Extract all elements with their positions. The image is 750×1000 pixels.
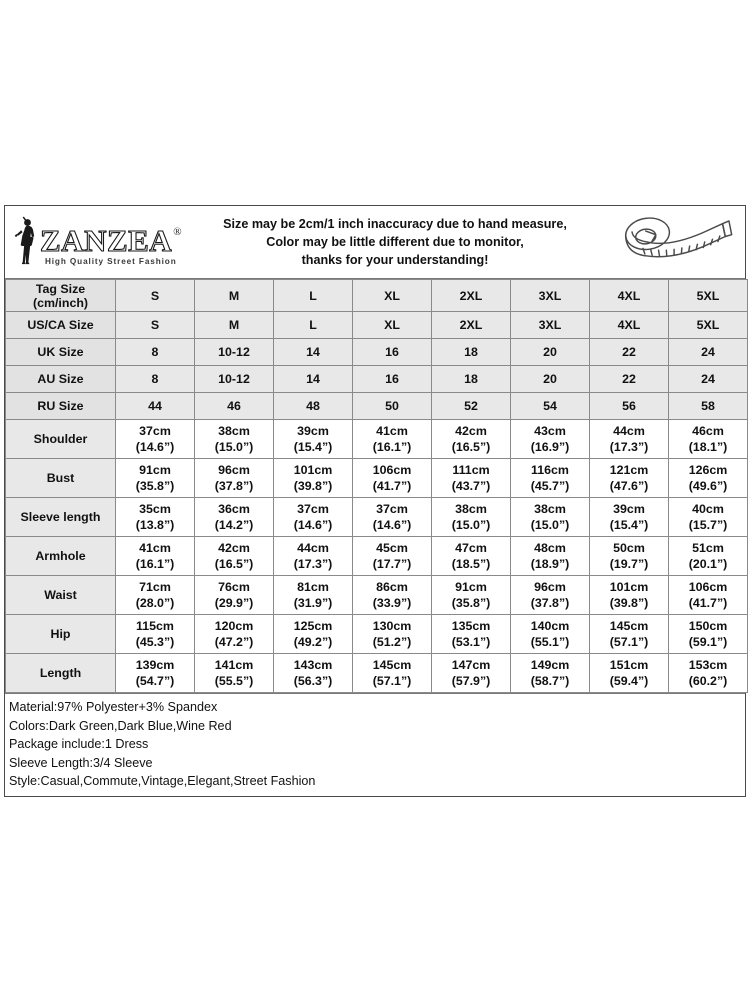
- cell-inch: (39.8”): [293, 479, 333, 493]
- cell-cm: 151cm: [609, 658, 649, 672]
- table-row-waist: [6, 576, 748, 615]
- cell-inch: (59.4”): [609, 674, 649, 688]
- table-cell: 58: [669, 393, 748, 420]
- cell-inch: (31.9”): [293, 596, 333, 610]
- table-cell: S: [116, 280, 195, 312]
- table-row-us-ca-size: [6, 312, 748, 339]
- cell-cm: 101cm: [293, 463, 333, 477]
- table-cell: [590, 537, 669, 576]
- cell-inch: (57.9”): [451, 674, 491, 688]
- woman-silhouette-icon: [13, 216, 39, 268]
- table-cell: [669, 420, 748, 459]
- table-cell: 2XL: [432, 312, 511, 339]
- table-cell: [116, 654, 195, 693]
- notice-line-2: Color may be little different due to monitor,: [266, 235, 524, 249]
- row-label-ru-size: RU Size: [6, 393, 116, 420]
- cell-cm: 39cm: [297, 424, 329, 438]
- cell-inch: (39.8”): [609, 596, 649, 610]
- cell-cm: 96cm: [218, 463, 250, 477]
- table-cell: [432, 498, 511, 537]
- cell-inch: (17.3”): [609, 440, 649, 454]
- table-cell: [353, 498, 432, 537]
- cell-cm: 50cm: [613, 541, 645, 555]
- cell-cm: 96cm: [534, 580, 566, 594]
- cell-cm: 42cm: [455, 424, 487, 438]
- table-cell: [116, 459, 195, 498]
- table-cell: [669, 654, 748, 693]
- cell-inch: (33.9”): [372, 596, 412, 610]
- cell-cm: 37cm: [139, 424, 171, 438]
- table-cell: [669, 615, 748, 654]
- table-cell: 8: [116, 339, 195, 366]
- cell-cm: 140cm: [530, 619, 570, 633]
- cell-cm: 39cm: [613, 502, 645, 516]
- table-cell: [195, 459, 274, 498]
- measurement-notice: [185, 215, 605, 269]
- table-cell: 46: [195, 393, 274, 420]
- table-cell: [195, 615, 274, 654]
- cell-inch: (45.3”): [135, 635, 175, 649]
- row-label-au-size: AU Size: [6, 366, 116, 393]
- row-label-waist: Waist: [6, 576, 116, 615]
- table-row-armhole: [6, 537, 748, 576]
- table-cell: [353, 420, 432, 459]
- table-cell: [274, 420, 353, 459]
- cell-cm: 125cm: [293, 619, 333, 633]
- note-package: Package include:1 Dress: [9, 737, 149, 752]
- cell-cm: 51cm: [692, 541, 724, 555]
- product-notes: [5, 693, 745, 796]
- table-cell: [353, 576, 432, 615]
- cell-cm: 91cm: [455, 580, 487, 594]
- table-cell: [274, 459, 353, 498]
- table-row-hip: [6, 615, 748, 654]
- cell-cm: 126cm: [688, 463, 728, 477]
- table-cell: [669, 576, 748, 615]
- cell-inch: (53.1”): [451, 635, 491, 649]
- registered-mark-icon: ®: [173, 226, 182, 238]
- note-sleeve-length: Sleeve Length:3/4 Sleeve: [9, 755, 153, 770]
- table-cell: 16: [353, 339, 432, 366]
- table-cell: L: [274, 312, 353, 339]
- row-label-uk-size: UK Size: [6, 339, 116, 366]
- cell-cm: 86cm: [376, 580, 408, 594]
- cell-cm: 35cm: [139, 502, 171, 516]
- cell-cm: 37cm: [376, 502, 408, 516]
- table-cell: [511, 420, 590, 459]
- note-material: Material:97% Polyester+3% Spandex: [9, 700, 218, 714]
- cell-inch: (47.6”): [609, 479, 649, 493]
- table-cell: 10-12: [195, 366, 274, 393]
- table-cell: XL: [353, 312, 432, 339]
- cell-inch: (16.5”): [451, 440, 491, 454]
- cell-inch: (57.1”): [609, 635, 649, 649]
- table-cell: 22: [590, 339, 669, 366]
- cell-inch: (14.6”): [135, 440, 175, 454]
- table-cell: 22: [590, 366, 669, 393]
- cell-cm: 135cm: [451, 619, 491, 633]
- cell-cm: 115cm: [136, 619, 174, 633]
- cell-inch: (17.7”): [372, 557, 412, 571]
- cell-inch: (56.3”): [293, 674, 333, 688]
- table-cell: [511, 615, 590, 654]
- cell-inch: (49.6”): [688, 479, 728, 493]
- table-cell: [511, 576, 590, 615]
- table-cell: [195, 654, 274, 693]
- table-cell: [590, 420, 669, 459]
- table-cell: [590, 576, 669, 615]
- cell-inch: (55.1”): [530, 635, 570, 649]
- table-cell: 44: [116, 393, 195, 420]
- cell-inch: (29.9”): [214, 596, 254, 610]
- table-cell: [274, 615, 353, 654]
- cell-cm: 46cm: [692, 424, 724, 438]
- cell-inch: (15.0”): [451, 518, 491, 532]
- table-cell: [195, 576, 274, 615]
- cell-inch: (57.1”): [372, 674, 412, 688]
- cell-cm: 38cm: [534, 502, 566, 516]
- cell-cm: 81cm: [297, 580, 329, 594]
- table-cell: [669, 537, 748, 576]
- cell-inch: (19.7”): [609, 557, 649, 571]
- chart-header: [5, 206, 745, 279]
- table-cell: [116, 420, 195, 459]
- cell-inch: (18.1”): [688, 440, 728, 454]
- table-cell: [195, 537, 274, 576]
- table-cell: [511, 654, 590, 693]
- table-cell: S: [116, 312, 195, 339]
- cell-cm: 130cm: [372, 619, 412, 633]
- row-label-text: Tag Size: [35, 281, 86, 296]
- table-cell: 4XL: [590, 280, 669, 312]
- table-row-ru-size: [6, 393, 748, 420]
- table-cell: [511, 498, 590, 537]
- cell-cm: 76cm: [218, 580, 250, 594]
- cell-inch: (17.3”): [293, 557, 333, 571]
- cell-cm: 153cm: [688, 658, 728, 672]
- cell-inch: (15.4”): [293, 440, 333, 454]
- table-cell: [432, 459, 511, 498]
- table-cell: M: [195, 280, 274, 312]
- cell-inch: (47.2”): [214, 635, 254, 649]
- cell-inch: (28.0”): [135, 596, 175, 610]
- cell-inch: (59.1”): [688, 635, 728, 649]
- cell-cm: 145cm: [609, 619, 649, 633]
- cell-cm: 44cm: [613, 424, 645, 438]
- table-cell: 3XL: [511, 280, 590, 312]
- cell-cm: 145cm: [372, 658, 412, 672]
- cell-inch: (49.2”): [293, 635, 333, 649]
- table-cell: [353, 654, 432, 693]
- brand-name: ZANZEA: [40, 223, 173, 258]
- brand-logo: [5, 216, 185, 268]
- table-cell: [353, 459, 432, 498]
- cell-cm: 101cm: [609, 580, 649, 594]
- cell-inch: (60.2”): [688, 674, 728, 688]
- cell-cm: 143cm: [293, 658, 333, 672]
- cell-inch: (37.8”): [530, 596, 570, 610]
- cell-cm: 43cm: [534, 424, 566, 438]
- cell-cm: 41cm: [376, 424, 408, 438]
- table-cell: [590, 615, 669, 654]
- table-cell: [274, 537, 353, 576]
- cell-cm: 47cm: [455, 541, 487, 555]
- table-cell: [195, 498, 274, 537]
- cell-inch: (14.6”): [372, 518, 412, 532]
- size-table: [5, 279, 748, 693]
- table-cell: [116, 576, 195, 615]
- table-cell: [274, 654, 353, 693]
- table-row-uk-size: [6, 339, 748, 366]
- table-cell: 18: [432, 339, 511, 366]
- cell-inch: (41.7”): [688, 596, 728, 610]
- cell-cm: 40cm: [692, 502, 724, 516]
- cell-cm: 116cm: [531, 463, 569, 477]
- row-label-us-ca-size: US/CA Size: [6, 312, 116, 339]
- cell-inch: (41.7”): [372, 479, 412, 493]
- cell-inch: (16.1”): [372, 440, 412, 454]
- brand-tagline: High Quality Street Fashion: [44, 257, 177, 266]
- cell-inch: (15.4”): [609, 518, 649, 532]
- cell-cm: 45cm: [376, 541, 408, 555]
- cell-cm: 91cm: [139, 463, 171, 477]
- row-label-tag-size: [6, 280, 116, 312]
- table-cell: [590, 459, 669, 498]
- cell-inch: (35.8”): [451, 596, 491, 610]
- row-label-shoulder: Shoulder: [6, 420, 116, 459]
- table-cell: 54: [511, 393, 590, 420]
- note-style: Style:Casual,Commute,Vintage,Elegant,Street Fashion: [9, 774, 316, 789]
- cell-cm: 150cm: [688, 619, 728, 633]
- cell-inch: (54.7”): [135, 674, 175, 688]
- cell-cm: 38cm: [218, 424, 250, 438]
- table-cell: 52: [432, 393, 511, 420]
- cell-inch: (37.8”): [214, 479, 254, 493]
- cell-cm: 106cm: [372, 463, 412, 477]
- cell-inch: (14.6”): [293, 518, 333, 532]
- cell-inch: (51.2”): [372, 635, 412, 649]
- table-cell: 8: [116, 366, 195, 393]
- notice-line-1: Size may be 2cm/1 inch inaccuracy due to hand measure,: [223, 217, 567, 231]
- cell-cm: 42cm: [218, 541, 250, 555]
- note-colors: Colors:Dark Green,Dark Blue,Wine Red: [9, 718, 232, 733]
- size-chart: [4, 205, 746, 797]
- table-cell: 16: [353, 366, 432, 393]
- table-cell: [432, 615, 511, 654]
- table-cell: 20: [511, 366, 590, 393]
- table-cell: [511, 537, 590, 576]
- table-cell: [274, 576, 353, 615]
- table-cell: XL: [353, 280, 432, 312]
- table-cell: 50: [353, 393, 432, 420]
- table-cell: [432, 654, 511, 693]
- table-cell: 4XL: [590, 312, 669, 339]
- row-label-hip: Hip: [6, 615, 116, 654]
- cell-inch: (18.9”): [530, 557, 570, 571]
- cell-inch: (45.7”): [530, 479, 570, 493]
- cell-cm: 121cm: [609, 463, 649, 477]
- table-cell: 20: [511, 339, 590, 366]
- table-cell: [590, 654, 669, 693]
- cell-inch: (16.9”): [530, 440, 570, 454]
- table-cell: [590, 498, 669, 537]
- cell-inch: (16.5”): [214, 557, 254, 571]
- table-cell: 14: [274, 366, 353, 393]
- table-cell: 10-12: [195, 339, 274, 366]
- cell-inch: (20.1”): [688, 557, 728, 571]
- cell-cm: 38cm: [455, 502, 487, 516]
- table-row-length: [6, 654, 748, 693]
- cell-inch: (15.7”): [688, 518, 728, 532]
- cell-inch: (14.2”): [214, 518, 254, 532]
- table-row-shoulder: [6, 420, 748, 459]
- table-cell: [432, 537, 511, 576]
- table-cell: [353, 615, 432, 654]
- table-cell: 56: [590, 393, 669, 420]
- cell-cm: 149cm: [530, 658, 570, 672]
- table-row-tag-size: [6, 280, 748, 312]
- table-cell: [116, 498, 195, 537]
- table-cell: 5XL: [669, 280, 748, 312]
- table-cell: [511, 459, 590, 498]
- size-table-body: [6, 280, 748, 693]
- cell-cm: 139cm: [135, 658, 175, 672]
- row-label-subtext: (cm/inch): [32, 295, 89, 310]
- table-cell: 14: [274, 339, 353, 366]
- table-cell: [432, 576, 511, 615]
- table-cell: L: [274, 280, 353, 312]
- cell-inch: (13.8”): [135, 518, 175, 532]
- row-label-sleeve-length: Sleeve length: [6, 498, 116, 537]
- table-cell: [116, 537, 195, 576]
- cell-inch: (15.0”): [214, 440, 254, 454]
- cell-inch: (15.0”): [530, 518, 570, 532]
- notice-line-3: thanks for your understanding!: [301, 253, 489, 267]
- table-cell: 18: [432, 366, 511, 393]
- table-row-sleeve-length: [6, 498, 748, 537]
- cell-cm: 147cm: [451, 658, 491, 672]
- cell-cm: 36cm: [218, 502, 250, 516]
- table-cell: 24: [669, 339, 748, 366]
- cell-inch: (43.7”): [451, 479, 491, 493]
- cell-cm: 37cm: [297, 502, 329, 516]
- cell-inch: (16.1”): [135, 557, 175, 571]
- cell-inch: (18.5”): [451, 557, 491, 571]
- table-cell: [432, 420, 511, 459]
- cell-cm: 48cm: [534, 541, 566, 555]
- table-cell: 24: [669, 366, 748, 393]
- row-label-length: Length: [6, 654, 116, 693]
- cell-inch: (58.7”): [530, 674, 570, 688]
- table-row-au-size: [6, 366, 748, 393]
- cell-cm: 120cm: [214, 619, 254, 633]
- row-label-bust: Bust: [6, 459, 116, 498]
- table-cell: M: [195, 312, 274, 339]
- table-row-bust: [6, 459, 748, 498]
- measuring-tape-icon: [605, 210, 745, 274]
- cell-cm: 141cm: [214, 658, 254, 672]
- table-cell: 2XL: [432, 280, 511, 312]
- cell-cm: 106cm: [688, 580, 728, 594]
- table-cell: 5XL: [669, 312, 748, 339]
- table-cell: [195, 420, 274, 459]
- cell-cm: 44cm: [297, 541, 329, 555]
- cell-inch: (55.5”): [214, 674, 254, 688]
- cell-cm: 71cm: [139, 580, 171, 594]
- row-label-armhole: Armhole: [6, 537, 116, 576]
- table-cell: [669, 459, 748, 498]
- cell-cm: 111cm: [452, 463, 490, 477]
- table-cell: [116, 615, 195, 654]
- table-cell: [669, 498, 748, 537]
- table-cell: 48: [274, 393, 353, 420]
- table-cell: [274, 498, 353, 537]
- table-cell: 3XL: [511, 312, 590, 339]
- cell-cm: 41cm: [139, 541, 171, 555]
- cell-inch: (35.8”): [135, 479, 175, 493]
- table-cell: [353, 537, 432, 576]
